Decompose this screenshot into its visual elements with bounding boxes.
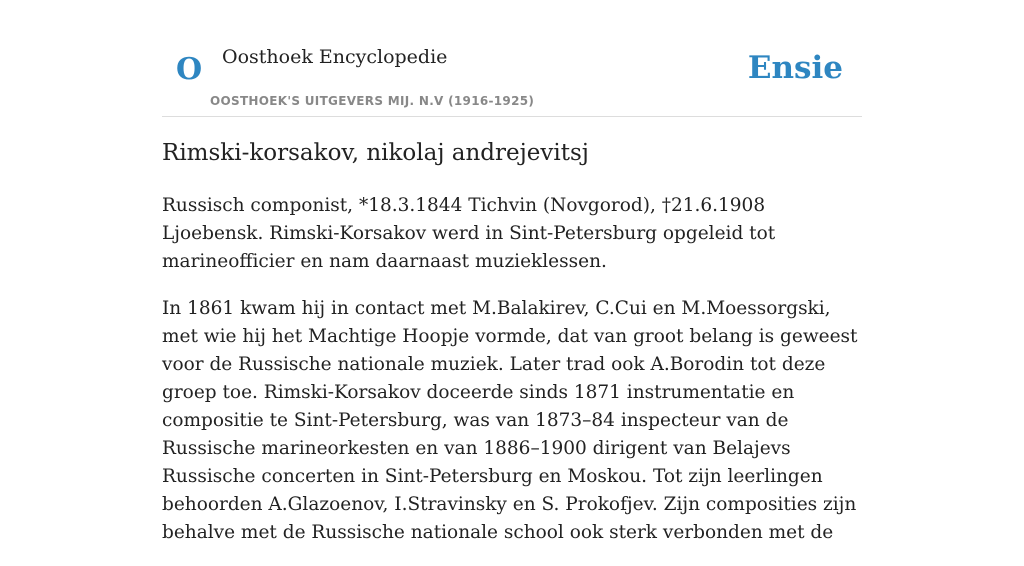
brand-logo[interactable]: Ensie — [747, 50, 843, 86]
page-title: Rimski-korsakov, nikolaj andrejevitsj — [162, 140, 589, 166]
article-paragraph: In 1861 kwam hij in contact met M.Balakirev, C.Cui en M.Moessorgski, met wie hij het Machtige Hoopje vormde, dat van groot belang is geweest voor de Russische nationale muziek. Later trad ook A.Borodin tot deze groep toe. Rimski-Korsakov doceerde sinds 1871 instrumentatie en compositie te Sint-Petersburg, was van 1873–84 inspecteur van de Russische marineorkesten en van 1886–1900 dirigent van Belajevs Russische concerten in Sint-Petersburg en Moskou. Tot zijn leerlingen behoorden A.Glazoenov, I.Stravinsky en S. Prokofjev. Zijn composities zijn behalve met de Russische nationale school ook sterk verbonden met de — [162, 298, 858, 543]
article-paragraph: Russisch componist, *18.3.1844 Tichvin (Novgorod), †21.6.1908 Ljoebensk. Rimski-Korsakov werd in Sint-Petersburg opgeleid tot marineofficier en nam daarnaast muzieklessen. — [162, 195, 776, 272]
site-header — [162, 0, 862, 117]
article-body — [162, 192, 862, 566]
publication-title[interactable]: Oosthoek Encyclopedie — [222, 46, 448, 68]
publication-subtitle: OOSTHOEK'S UITGEVERS MIJ. N.V (1916-1925) — [210, 94, 535, 108]
logo-icon[interactable]: O — [176, 52, 203, 87]
